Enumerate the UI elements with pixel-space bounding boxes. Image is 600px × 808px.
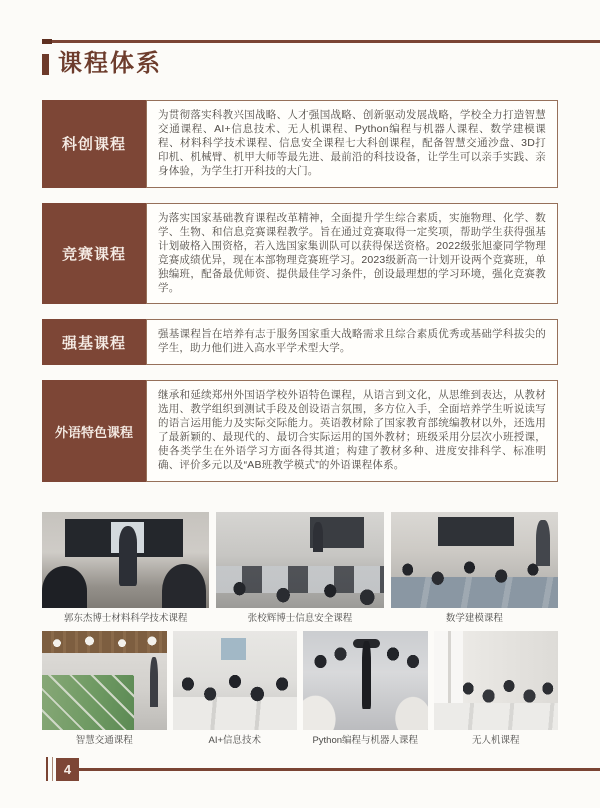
photo-caption: 张校辉博士信息安全课程 [247, 613, 353, 624]
photo-detail [42, 675, 134, 730]
photo-caption: Python编程与机器人课程 [312, 735, 419, 747]
section-text: 强基课程旨在培养有志于服务国家重大战略需求且综合素质优秀或基础学科拔尖的学生，助力他们进入高水平学术型大学。 [146, 319, 558, 365]
photo-detail [216, 565, 383, 608]
photo-detail [391, 546, 558, 589]
photo-detail [42, 631, 167, 653]
section-label: 竞赛课程 [42, 203, 146, 305]
photo-drone-course [434, 631, 559, 730]
photo-caption: 无人机课程 [471, 735, 520, 747]
photo-detail [313, 522, 323, 553]
section-text: 继承和延续郑州外国语学校外语特色课程，从语言到文化，从思维到表达，从教材选用、教学组织到测试手段及创设语言氛围，多方位入手，全面培养学生听说读写的语言运用能力及实际交际能力。英语教材除了国家教育部统编教材以外，还选用了最新颖的、最现代的、最切合实际运用的国外教材；班级采用分层次小班授课，使各类学生在外语学习方面各得其道；构建了教材多种、进度安排科学、标准明确、评价多元以及“AB班教学模式”的外语课程体系。 [146, 380, 558, 482]
photo-detail [150, 657, 157, 707]
page-title-row [42, 52, 162, 76]
photo-detail [303, 639, 428, 689]
footer-rule [79, 768, 600, 771]
photo-python-robot-course [303, 631, 428, 730]
photo-ai-info-tech-course [173, 631, 298, 730]
section-label: 科创课程 [42, 100, 146, 188]
section-label: 外语特色课程 [42, 380, 146, 482]
page-number-badge: 4 [56, 758, 79, 781]
section-science-innovation [42, 100, 558, 188]
photo-caption: 数学建模课程 [445, 613, 503, 624]
photo-detail [42, 566, 87, 608]
photo-captions-row-1 [42, 613, 558, 624]
photo-captions-row-2 [42, 735, 558, 746]
photo-caption: 郭东杰博士材料科学技术课程 [63, 613, 188, 624]
section-strong-foundation [42, 319, 558, 365]
course-sections [42, 100, 558, 497]
photo-gallery [42, 512, 558, 751]
photo-material-science-course [42, 512, 209, 608]
photo-caption: 智慧交通课程 [75, 735, 133, 747]
photo-detail [438, 517, 515, 546]
title-marker-icon [42, 54, 49, 75]
photo-row-2 [42, 631, 558, 730]
footer-tick-icon [46, 757, 53, 781]
photo-info-security-course [216, 512, 383, 608]
top-divider-rule [42, 40, 600, 43]
section-text: 为落实国家基础教育课程改革精神，全面提升学生综合素质，实施物理、化学、数学、生物、和信息竞赛课程教学。旨在通过竞赛取得一定奖项，帮助学生获得强基计划破格入围资格，若入选国家集训队可以获得保送资格。2022级张旭豪同学物理竞赛成绩优异，现在本部物理竞赛班学习。2023级新高一计划开设两个竞赛班，单独编班，配备最优师资、提供最佳学习条件，创设最理想的学习环境，强化竞赛教学。 [146, 203, 558, 305]
photo-detail [221, 638, 246, 660]
section-competition [42, 203, 558, 305]
photo-math-modeling-course [391, 512, 558, 608]
photo-row-1 [42, 512, 558, 608]
photo-detail [173, 659, 298, 709]
photo-smart-traffic-course [42, 631, 167, 730]
page-title: 课程体系 [58, 50, 162, 77]
section-foreign-language [42, 380, 558, 482]
photo-detail [162, 564, 206, 608]
page-footer [46, 757, 600, 781]
section-label: 强基课程 [42, 319, 146, 365]
photo-detail [456, 661, 558, 711]
section-text: 为贯彻落实科教兴国战略、人才强国战略、创新驱动发展战略，学校全力打造智慧交通课程、AI+信息技术、无人机课程、Python编程与机器人课程、数学建模课程、材料科学技术课程、信息安全课程七大科创课程，配备智慧交通沙盘、3D打印机、机械臂、机甲大师等最先进、最前沿的科技设备，让学生可以亲手实践、亲身体验，为学生打开科技的大门。 [146, 100, 558, 188]
photo-caption: AI+信息技术 [208, 735, 262, 747]
photo-detail [119, 526, 137, 586]
